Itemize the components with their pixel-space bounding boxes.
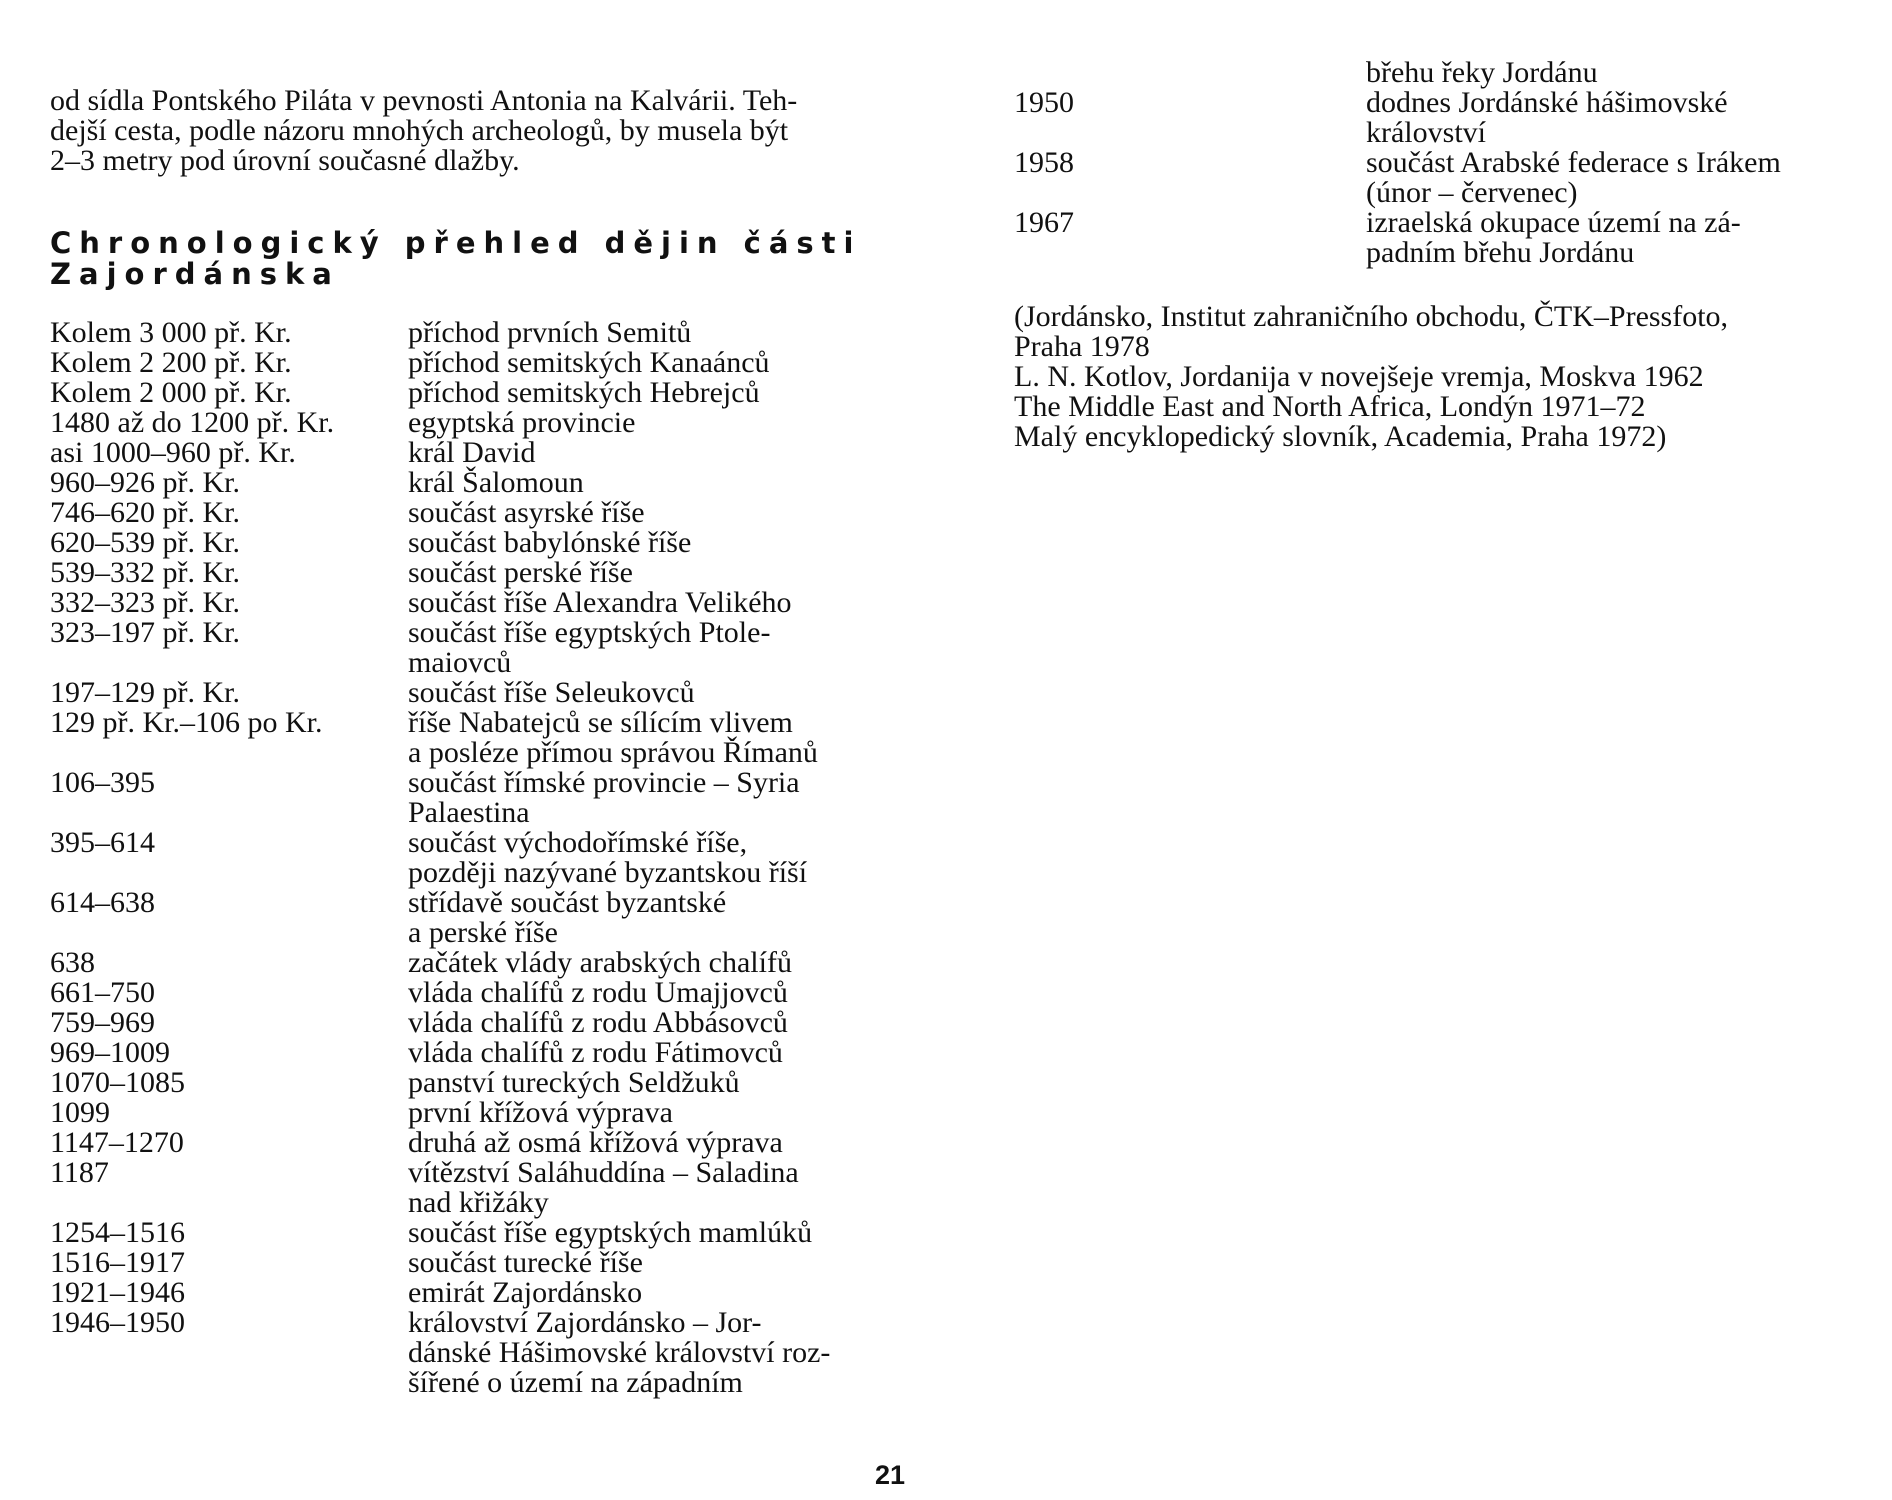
chronology-event (408, 1008, 788, 1038)
intro-line: dejší cesta, podle názoru mnohých archeologů, by musela být (50, 114, 789, 147)
chronology-event-line: součást turecké říše (408, 1246, 643, 1279)
chronology-event (408, 408, 635, 438)
chronology-event-line: vláda chalífů z rodu Fátimovců (408, 1036, 783, 1069)
source-line: Praha 1978 (1014, 330, 1150, 363)
chronology-row (50, 1278, 830, 1308)
chronology-date: 1187 (50, 1156, 109, 1189)
chronology-event-line: součást východořímské říše, (408, 826, 748, 859)
chronology-row (50, 1008, 830, 1038)
chronology-event-line: dánské Hášimovské království roz- (408, 1336, 831, 1369)
chronology-row (1014, 88, 1781, 148)
source-line: The Middle East and North Africa, Londýn 1971–72 (1014, 390, 1646, 423)
section-heading (50, 228, 861, 290)
chronology-row (50, 1218, 830, 1248)
chronology-date: asi 1000–960 př. Kr. (50, 436, 296, 469)
chronology-event-line: izraelská okupace území na zá- (1366, 206, 1741, 239)
chronology-event-line: součást říše egyptských mamlúků (408, 1216, 813, 1249)
heading-line: Zajordánska (50, 257, 340, 291)
chronology-event-line: první křížová výprava (408, 1096, 673, 1129)
chronology-row (50, 408, 830, 438)
chronology-date: 539–332 př. Kr. (50, 556, 240, 589)
chronology-event-line: emirát Zajordánsko (408, 1276, 643, 1309)
chronology-event-line: vítězství Saláhuddína – Saladina (408, 1156, 799, 1189)
chronology-event (408, 498, 645, 528)
chronology-event (408, 318, 691, 348)
chronology-row (1014, 58, 1781, 88)
chronology-row (50, 1248, 830, 1278)
chronology-event-line: království (1366, 116, 1486, 149)
chronology-event-line: Palaestina (408, 796, 530, 829)
source-line: Malý encyklopedický slovník, Academia, Praha 1972) (1014, 420, 1667, 453)
chronology-event-line: dodnes Jordánské hášimovské (1366, 86, 1728, 119)
chronology-date: Kolem 2 200 př. Kr. (50, 346, 292, 379)
chronology-date: 1480 až do 1200 př. Kr. (50, 406, 335, 439)
chronology-row (1014, 148, 1781, 208)
chronology-event-line: říše Nabatejců se sílícím vlivem (408, 706, 793, 739)
chronology-date: 960–926 př. Kr. (50, 466, 240, 499)
chronology-event (408, 828, 807, 888)
chronology-row (50, 828, 830, 888)
chronology-row (50, 1308, 830, 1398)
chronology-event (408, 528, 691, 558)
chronology-event (408, 768, 800, 828)
chronology-date: 1254–1516 (50, 1216, 185, 1249)
chronology-date: 1921–1946 (50, 1276, 185, 1309)
source-line: L. N. Kotlov, Jordanija v novejšeje vremja, Moskva 1962 (1014, 360, 1704, 393)
chronology-row (50, 438, 830, 468)
chronology-event (408, 618, 770, 678)
chronology-event-line: království Zajordánsko – Jor- (408, 1306, 762, 1339)
chronology-date: 1967 (1014, 206, 1074, 239)
chronology-event (408, 438, 535, 468)
chronology-row (50, 1098, 830, 1128)
chronology-date: 969–1009 (50, 1036, 170, 1069)
chronology-date: 1147–1270 (50, 1126, 184, 1159)
chronology-list-right (1014, 58, 1781, 268)
chronology-event-line: vláda chalífů z rodu Abbásovců (408, 1006, 788, 1039)
chronology-date: 1070–1085 (50, 1066, 185, 1099)
chronology-date: 1099 (50, 1096, 110, 1129)
chronology-row (50, 1128, 830, 1158)
chronology-row (50, 378, 830, 408)
chronology-date: 746–620 př. Kr. (50, 496, 240, 529)
chronology-event-line: padním břehu Jordánu (1366, 236, 1635, 269)
chronology-date: 1946–1950 (50, 1306, 185, 1339)
chronology-date: 620–539 př. Kr. (50, 526, 240, 559)
source-line: (Jordánsko, Institut zahraničního obchodu, ČTK–Pressfoto, (1014, 300, 1729, 333)
chronology-date: 332–323 př. Kr. (50, 586, 240, 619)
chronology-event-line: a posléze přímou správou Římanů (408, 736, 818, 769)
chronology-event (408, 678, 695, 708)
chronology-row (50, 318, 830, 348)
chronology-event-line: součást perské říše (408, 556, 633, 589)
chronology-event (1366, 88, 1728, 148)
chronology-event (408, 1098, 673, 1128)
chronology-event-line: příchod semitských Kanaánců (408, 346, 770, 379)
chronology-event (408, 1308, 830, 1398)
chronology-event-line: (únor – červenec) (1366, 176, 1578, 209)
chronology-event-line: nad křižáky (408, 1186, 549, 1219)
chronology-row (50, 528, 830, 558)
chronology-event (408, 378, 760, 408)
chronology-event-line: později nazývané byzantskou říší (408, 856, 808, 889)
chronology-event-line: druhá až osmá křížová výprava (408, 1126, 783, 1159)
chronology-event (1366, 208, 1741, 268)
chronology-row (50, 1158, 830, 1218)
chronology-event-line: král Šalomoun (408, 466, 584, 499)
chronology-event-line: břehu řeky Jordánu (1366, 56, 1598, 89)
chronology-row (50, 348, 830, 378)
chronology-event-line: vláda chalífů z rodu Umajjovců (408, 976, 788, 1009)
chronology-row (50, 468, 830, 498)
chronology-event-line: panství tureckých Seldžuků (408, 1066, 740, 1099)
chronology-event (408, 1218, 812, 1248)
chronology-event-line: součást římské provincie – Syria (408, 766, 800, 799)
chronology-event-line: a perské říše (408, 916, 558, 949)
chronology-date: 323–197 př. Kr. (50, 616, 240, 649)
chronology-date (1014, 58, 1366, 88)
chronology-date: 638 (50, 946, 95, 979)
chronology-event-line: součást říše Alexandra Velikého (408, 586, 792, 619)
heading-line: Chronologický přehled dějin části (50, 226, 862, 260)
chronology-row (50, 1038, 830, 1068)
chronology-event-line: maiovců (408, 646, 512, 679)
chronology-row (50, 618, 830, 678)
chronology-event-line: součást Arabské federace s Irákem (1366, 146, 1781, 179)
chronology-row (1014, 208, 1781, 268)
chronology-row (50, 888, 830, 948)
chronology-row (50, 708, 830, 768)
intro-line: od sídla Pontského Piláta v pevnosti Antonia na Kalvárii. Teh- (50, 84, 798, 117)
chronology-date: 1516–1917 (50, 1246, 185, 1279)
chronology-date: 395–614 (50, 826, 155, 859)
chronology-event (408, 1038, 783, 1068)
chronology-row (50, 498, 830, 528)
sources-list (1014, 302, 1728, 452)
chronology-event-line: střídavě součást byzantské (408, 886, 727, 919)
chronology-event (408, 948, 792, 978)
chronology-date: 197–129 př. Kr. (50, 676, 240, 709)
chronology-event-line: král David (408, 436, 536, 469)
chronology-date: 614–638 (50, 886, 155, 919)
chronology-list-left (50, 318, 830, 1398)
chronology-event (408, 1278, 642, 1308)
page-number: 21 (875, 1460, 906, 1490)
intro-line: 2–3 metry pod úrovní současné dlažby. (50, 144, 520, 177)
chronology-date: 106–395 (50, 766, 155, 799)
chronology-row (50, 768, 830, 828)
chronology-event-line: součást říše Seleukovců (408, 676, 695, 709)
chronology-event-line: součást asyrské říše (408, 496, 645, 529)
chronology-event (408, 978, 788, 1008)
chronology-date: 1950 (1014, 86, 1074, 119)
chronology-event (408, 588, 792, 618)
chronology-date: Kolem 2 000 př. Kr. (50, 376, 292, 409)
chronology-event-line: šířené o území na západním (408, 1366, 743, 1399)
chronology-row (50, 948, 830, 978)
chronology-event-line: součást babylónské říše (408, 526, 692, 559)
chronology-event (408, 1248, 643, 1278)
chronology-event (408, 708, 818, 768)
chronology-event (408, 1128, 783, 1158)
chronology-event (408, 348, 770, 378)
chronology-date: 1958 (1014, 146, 1074, 179)
chronology-event (408, 468, 584, 498)
chronology-row (50, 678, 830, 708)
chronology-event (408, 1068, 740, 1098)
chronology-event (408, 888, 726, 948)
chronology-event (408, 558, 633, 588)
chronology-event (1366, 58, 1598, 88)
chronology-event (1366, 148, 1781, 208)
chronology-date: Kolem 3 000 př. Kr. (50, 316, 292, 349)
chronology-event-line: egyptská provincie (408, 406, 636, 439)
chronology-row (50, 1068, 830, 1098)
chronology-date: 129 př. Kr.–106 po Kr. (50, 706, 323, 739)
chronology-event-line: příchod prvních Semitů (408, 316, 692, 349)
chronology-row (50, 588, 830, 618)
chronology-event (408, 1158, 799, 1218)
chronology-row (50, 978, 830, 1008)
chronology-event-line: začátek vlády arabských chalífů (408, 946, 792, 979)
chronology-event-line: příchod semitských Hebrejců (408, 376, 760, 409)
chronology-date: 661–750 (50, 976, 155, 1009)
chronology-event-line: součást říše egyptských Ptole- (408, 616, 771, 649)
intro-paragraph (50, 86, 910, 176)
chronology-date: 759–969 (50, 1006, 155, 1039)
chronology-row (50, 558, 830, 588)
